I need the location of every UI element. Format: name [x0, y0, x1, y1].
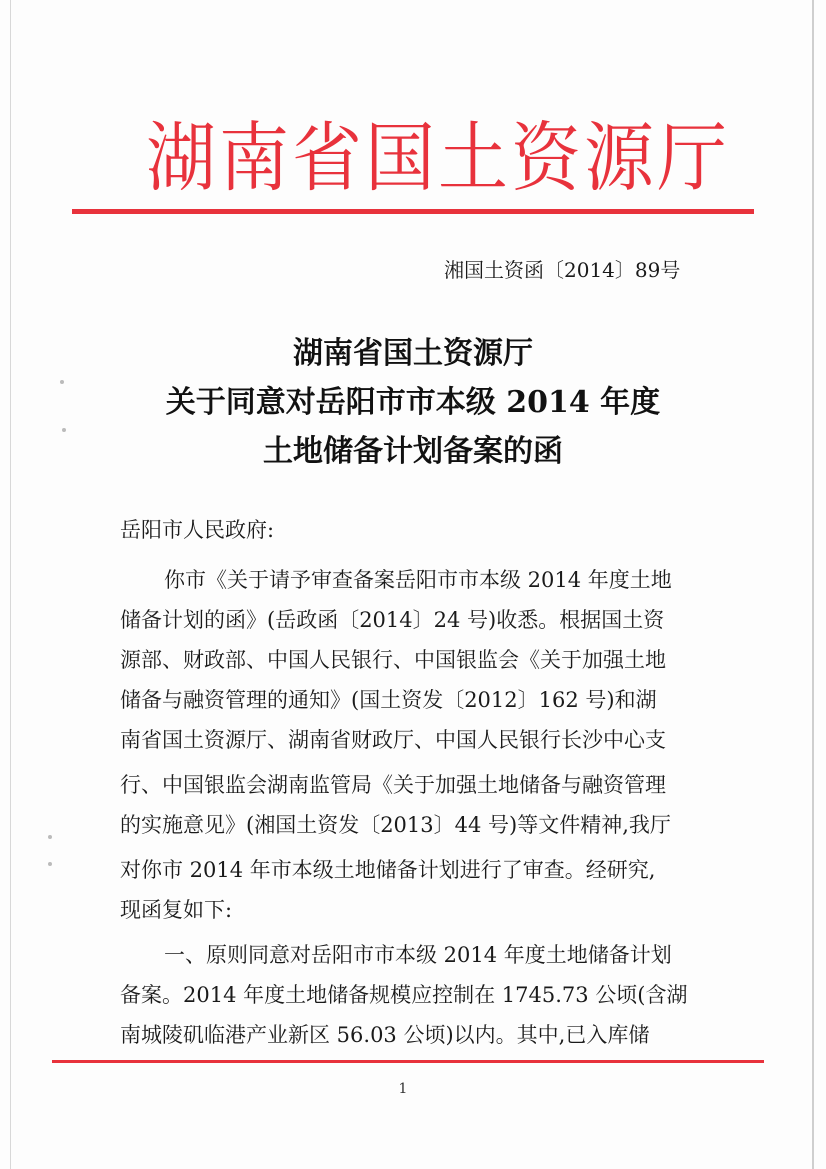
document-number: 湘国土资函〔2014〕89号 [444, 258, 681, 282]
binding-hole-mark [60, 380, 64, 384]
body-line: 你市《关于请予审查备案岳阳市市本级 2014 年度土地 [164, 568, 672, 592]
body-line: 现函复如下: [120, 898, 233, 922]
body-line: 储备与融资管理的通知》(国土资发〔2012〕162 号)和湖 [120, 688, 657, 712]
scan-edge-left [10, 0, 11, 1169]
letterhead-title: 湖南省国土资源厅 [146, 113, 730, 203]
footer-red-rule [52, 1060, 764, 1063]
body-line: 储备计划的函》(岳政函〔2014〕24 号)收悉。根据国土资 [120, 608, 665, 632]
binding-hole-mark [48, 835, 52, 839]
document-title-line-2: 关于同意对岳阳市市本级 2014 年度 [165, 385, 661, 420]
body-line: 南城陵矶临港产业新区 56.03 公顷)以内。其中,已入库储 [120, 1023, 650, 1047]
body-line: 源部、财政部、中国人民银行、中国银监会《关于加强土地 [120, 648, 666, 672]
document-title-line-3: 土地储备计划备案的函 [263, 434, 563, 469]
salutation: 岳阳市人民政府: [120, 518, 275, 542]
binding-hole-mark [62, 428, 66, 432]
letterhead-red-rule [72, 209, 754, 214]
binding-hole-mark [48, 862, 52, 866]
document-title-line-1: 湖南省国土资源厅 [293, 336, 533, 371]
body-line: 对你市 2014 年市本级土地储备计划进行了审查。经研究, [120, 858, 656, 882]
scan-edge-right [812, 0, 814, 1169]
body-line: 南省国土资源厅、湖南省财政厅、中国人民银行长沙中心支 [120, 728, 666, 752]
body-line: 一、原则同意对岳阳市市本级 2014 年度土地储备计划 [164, 943, 672, 967]
body-line: 的实施意见》(湘国土资发〔2013〕44 号)等文件精神,我厅 [120, 813, 671, 837]
body-line: 备案。2014 年度土地储备规模应控制在 1745.73 公顷(含湖 [120, 983, 688, 1007]
page-number: 1 [398, 1081, 408, 1097]
body-line: 行、中国银监会湖南监管局《关于加强土地储备与融资管理 [120, 773, 666, 797]
